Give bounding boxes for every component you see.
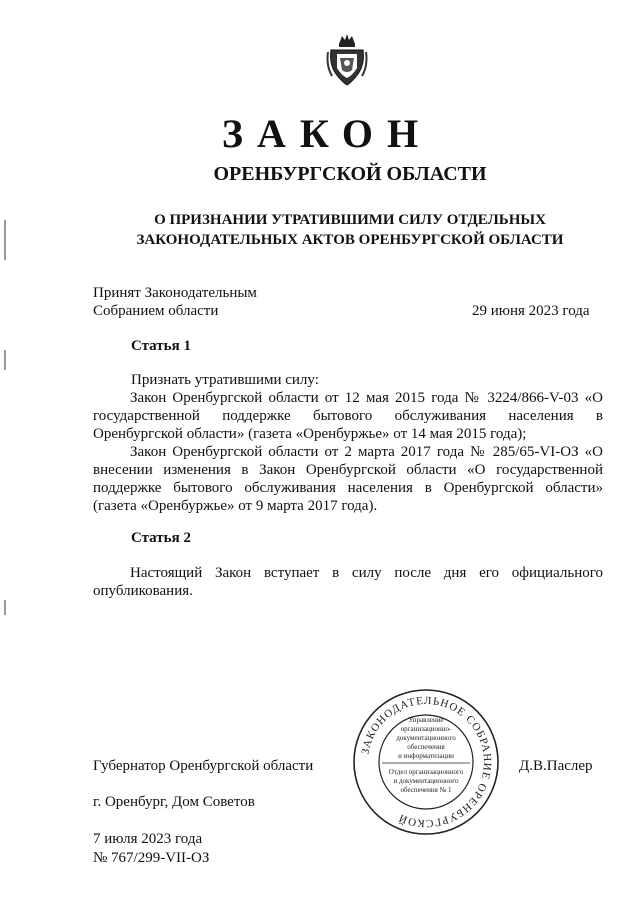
signing-date: 7 июля 2023 года (93, 831, 203, 847)
signatory-position: Губернатор Оренбургской области (93, 758, 314, 774)
text-line: опубликования. (93, 583, 193, 599)
stamp-line: документационного (396, 734, 456, 742)
document-title: ЗАКОН (221, 111, 433, 156)
stamp-line: обеспечения (407, 743, 445, 751)
adoption-line: Собранием области (93, 303, 219, 319)
heading-line: ЗАКОНОДАТЕЛЬНЫХ АКТОВ ОРЕНБУРГСКОЙ ОБЛАСТИ (136, 232, 564, 248)
law-number: № 767/299-VII-ОЗ (93, 850, 210, 866)
text-line: государственной поддержке бытового обслуживания населения в (93, 408, 603, 424)
stamp-line: Управление (408, 716, 444, 724)
text-line: Оренбургской области» (газета «Оренбуржье» от 14 мая 2015 года); (93, 426, 527, 442)
coat-of-arms-icon (326, 30, 368, 88)
official-stamp (352, 688, 500, 836)
stamp-line: организационно- (400, 725, 452, 733)
text-line: Настоящий Закон вступает в силу после дня его официального (130, 565, 603, 581)
text-line: поддержке бытового обслуживания населения в Оренбургской области» (93, 480, 603, 496)
stamp-line: и информатизации (398, 752, 454, 760)
stamp-line: и документационного (393, 777, 459, 785)
adoption-line: Принят Законодательным (93, 285, 257, 301)
heading-line: О ПРИЗНАНИИ УТРАТИВШИМИ СИЛУ ОТДЕЛЬНЫХ (154, 212, 546, 228)
signing-place: г. Оренбург, Дом Советов (93, 794, 255, 810)
adoption-date: 29 июня 2023 года (472, 303, 590, 319)
margin-mark (4, 220, 6, 260)
law-heading (100, 210, 600, 250)
article-2-title: Статья 2 (131, 530, 191, 546)
text-line: Закон Оренбургской области от 2 марта 2017 года № 285/65-VI-ОЗ «О (130, 444, 603, 460)
stamp-ring-text: ЗАКОНОДАТЕЛЬНОЕ СОБРАНИЕ ОРЕНБУРГСКОЙ (359, 694, 494, 830)
article-1-intro: Признать утратившими силу: (131, 372, 319, 388)
stamp-line: Отдел организационного (388, 768, 464, 776)
margin-mark (4, 600, 6, 615)
text-line: Закон Оренбургской области от 12 мая 2015 года № 3224/866-V-03 «О (130, 390, 603, 406)
article-1-title: Статья 1 (131, 338, 191, 354)
margin-mark (4, 350, 6, 370)
signatory-name: Д.В.Паслер (519, 758, 593, 774)
text-line: (газета «Оренбуржье» от 9 марта 2017 года). (93, 498, 378, 514)
region-title: ОРЕНБУРГСКОЙ ОБЛАСТИ (213, 163, 487, 185)
text-line: внесении изменения в Закон Оренбургской области «О государственной (93, 462, 603, 478)
stamp-line: обеспечения № 1 (400, 786, 452, 794)
